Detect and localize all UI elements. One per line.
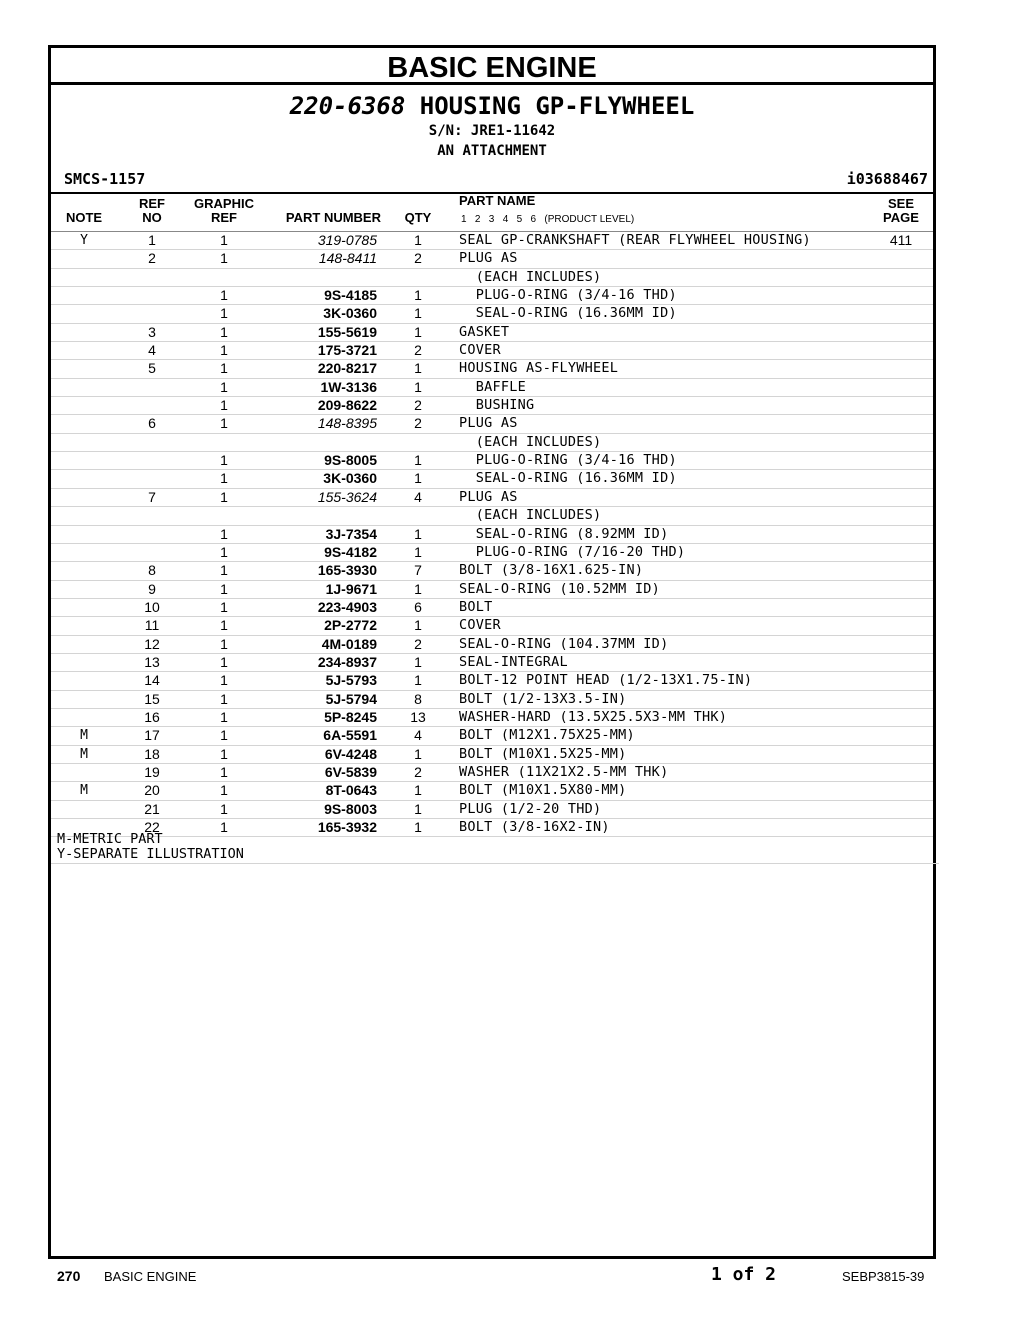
cell-qty: 4 (414, 727, 422, 744)
col-ref-no-bottom: NO (142, 210, 162, 225)
table-row (51, 617, 933, 635)
cell-part-name: GASKET (459, 323, 510, 340)
cell-part-name: PLUG-O-RING (7/16-20 THD) (459, 543, 686, 560)
cell-qty: 2 (414, 397, 422, 414)
illustration-id: i03688467 (846, 170, 928, 188)
cell-note: M (80, 746, 88, 762)
table-row (51, 636, 933, 654)
cell-part-number: 4M-0189 (321, 635, 377, 652)
cell-qty: 1 (414, 452, 422, 469)
cell-qty: 2 (414, 635, 422, 652)
cell-ref-no: 9 (148, 580, 156, 597)
cell-graphic-ref: 1 (220, 360, 228, 377)
cell-qty: 2 (414, 415, 422, 432)
cell-qty: 1 (414, 378, 422, 395)
cell-qty: 1 (414, 323, 422, 340)
cell-ref-no: 3 (148, 323, 156, 340)
table-row (51, 526, 933, 544)
col-see-page-bottom: PAGE (883, 210, 919, 225)
cell-ref-no: 22 (144, 819, 160, 835)
cell-graphic-ref: 1 (220, 397, 228, 414)
cell-part-name: PLUG-O-RING (3/4-16 THD) (459, 287, 677, 304)
cell-qty: 13 (410, 708, 426, 725)
cell-part-number: 3J-7354 (325, 525, 377, 542)
cell-part-name: SEAL-O-RING (16.36MM ID) (459, 305, 677, 322)
cell-part-name: PLUG AS (459, 250, 518, 267)
col-part-name: PART NAME (459, 193, 536, 208)
cell-qty: 2 (414, 342, 422, 359)
cell-ref-no: 14 (144, 672, 160, 689)
note-metric: M-METRIC PART (57, 831, 163, 847)
table-row (51, 379, 933, 397)
cell-ref-no: 7 (148, 488, 156, 505)
cell-part-number: 220-8217 (317, 360, 377, 377)
cell-graphic-ref: 1 (220, 727, 228, 744)
cell-part-name: PLUG (1/2-20 THD) (459, 800, 602, 817)
cell-part-number: 155-3624 (317, 488, 377, 505)
cell-part-name: SEAL-O-RING (104.37MM ID) (459, 635, 669, 652)
cell-part-number: 148-8411 (318, 250, 377, 267)
cell-graphic-ref: 1 (220, 378, 228, 395)
cell-part-number: 175-3721 (317, 342, 377, 359)
cell-note: M (80, 783, 88, 799)
cell-graphic-ref: 1 (220, 635, 228, 652)
cell-qty: 1 (414, 525, 422, 542)
cell-part-number: 319-0785 (317, 232, 377, 248)
cell-part-name: BOLT-12 POINT HEAD (1/2-13X1.75-IN) (459, 672, 753, 689)
cell-part-name: SEAL-O-RING (8.92MM ID) (459, 525, 669, 542)
cell-qty: 1 (414, 672, 422, 689)
cell-ref-no: 8 (148, 562, 156, 579)
cell-ref-no: 15 (144, 690, 160, 707)
table-row (51, 269, 933, 287)
table-row (51, 250, 933, 268)
cell-graphic-ref: 1 (220, 672, 228, 689)
col-see-page-top: SEE (887, 196, 914, 211)
smcs-code: SMCS-1157 (64, 170, 146, 188)
cell-ref-no: 19 (144, 763, 160, 780)
cell-part-name: BOLT (M10X1.5X80-MM) (459, 782, 627, 799)
cell-part-number: 3K-0360 (323, 305, 377, 322)
table-row (51, 801, 933, 819)
cell-graphic-ref: 1 (220, 580, 228, 597)
cell-graphic-ref: 1 (220, 415, 228, 432)
serial-number: S/N: JRE1-11642 (428, 123, 556, 139)
cell-qty: 2 (414, 250, 422, 267)
cell-qty: 1 (414, 782, 422, 799)
cell-part-name: PLUG AS (459, 488, 518, 505)
group-number: 220-6368 (289, 92, 406, 120)
cell-qty: 1 (414, 470, 422, 487)
cell-graphic-ref: 1 (220, 617, 228, 634)
cell-graphic-ref: 1 (220, 525, 228, 542)
cell-qty: 6 (414, 598, 422, 615)
cell-graphic-ref: 1 (220, 763, 228, 780)
cell-graphic-ref: 1 (220, 305, 228, 322)
cell-qty: 1 (414, 580, 422, 597)
cell-graphic-ref: 1 (220, 452, 228, 469)
table-row (51, 727, 933, 745)
col-graphic-ref-bottom: REF (211, 210, 237, 225)
cell-part-name: BOLT (M12X1.75X25-MM) (459, 727, 635, 744)
section-title: BASIC ENGINE (51, 48, 933, 85)
footer-page-of: 1 of 2 (711, 1264, 777, 1285)
cell-graphic-ref: 1 (220, 819, 228, 835)
cell-part-number: 5J-5793 (325, 672, 377, 689)
cell-qty: 8 (414, 690, 422, 707)
cell-part-name: BOLT (1/2-13X3.5-IN) (459, 690, 627, 707)
cell-part-name: PLUG AS (459, 415, 518, 432)
cell-ref-no: 17 (144, 727, 160, 744)
cell-ref-no: 2 (148, 250, 156, 267)
cell-graphic-ref: 1 (220, 690, 228, 707)
cell-part-name: COVER (459, 342, 501, 359)
page-frame (48, 45, 936, 1259)
cell-part-name: BOLT (459, 598, 493, 615)
cell-see-page: 411 (889, 232, 913, 248)
cell-graphic-ref: 1 (220, 488, 228, 505)
cell-qty: 1 (414, 819, 422, 835)
cell-part-number: 5J-5794 (325, 690, 377, 707)
cell-part-name: BOLT (3/8-16X2-IN) (459, 819, 610, 835)
cell-part-number: 209-8622 (317, 397, 377, 414)
cell-ref-no: 20 (144, 782, 160, 799)
table-row (51, 452, 933, 470)
cell-qty: 1 (414, 232, 422, 248)
cell-qty: 4 (414, 488, 422, 505)
cell-qty: 1 (414, 543, 422, 560)
cell-part-number: 6A-5591 (323, 727, 377, 744)
cell-ref-no: 18 (144, 745, 160, 762)
table-row (51, 782, 933, 800)
cell-ref-no: 13 (144, 653, 160, 670)
cell-graphic-ref: 1 (220, 470, 228, 487)
group-title (51, 92, 933, 120)
cell-part-number: 9S-8003 (324, 800, 377, 817)
table-row (51, 360, 933, 378)
cell-part-number: 6V-4248 (324, 745, 377, 762)
cell-graphic-ref: 1 (220, 598, 228, 615)
table-row (51, 599, 933, 617)
table-row (51, 672, 933, 690)
cell-qty: 1 (414, 360, 422, 377)
cell-ref-no: 6 (148, 415, 156, 432)
footer-section: BASIC ENGINE (104, 1269, 197, 1284)
cell-graphic-ref: 1 (220, 287, 228, 304)
cell-part-number: 234-8937 (317, 653, 377, 670)
cell-note: Y (80, 233, 88, 248)
cell-part-name: (EACH INCLUDES) (459, 433, 602, 450)
notes-legend (51, 830, 939, 864)
cell-part-name: COVER (459, 617, 501, 634)
cell-part-number: 1W-3136 (320, 378, 377, 395)
table-row (51, 397, 933, 415)
cell-part-number: 223-4903 (317, 598, 377, 615)
cell-part-number: 8T-0643 (325, 782, 377, 799)
table-row (51, 562, 933, 580)
cell-part-number: 9S-4185 (324, 287, 377, 304)
cell-qty: 1 (414, 653, 422, 670)
table-row (51, 287, 933, 305)
cell-qty: 1 (414, 305, 422, 322)
cell-part-name: HOUSING AS-FLYWHEEL (459, 360, 619, 377)
table-row (51, 544, 933, 562)
cell-part-name: WASHER (11X21X2.5-MM THK) (459, 763, 669, 780)
footer-document-number: SEBP3815-39 (842, 1269, 925, 1284)
cell-graphic-ref: 1 (220, 800, 228, 817)
cell-graphic-ref: 1 (220, 323, 228, 340)
cell-note: M (80, 728, 88, 744)
cell-part-name: BOLT (M10X1.5X25-MM) (459, 745, 627, 762)
cell-ref-no: 1 (148, 232, 156, 248)
cell-ref-no: 16 (144, 708, 160, 725)
note-separate-illustration: Y-SEPARATE ILLUSTRATION (57, 846, 244, 862)
cell-part-name: SEAL-INTEGRAL (459, 653, 568, 670)
cell-part-name: BOLT (3/8-16X1.625-IN) (459, 562, 644, 579)
cell-ref-no: 21 (144, 800, 160, 817)
cell-part-name: BAFFLE (459, 378, 527, 395)
table-row (51, 746, 933, 764)
cell-ref-no: 4 (148, 342, 156, 359)
table-row (51, 489, 933, 507)
cell-part-number: 9S-4182 (324, 543, 377, 560)
cell-part-name: PLUG-O-RING (3/4-16 THD) (459, 452, 677, 469)
footer-page-number: 270 (57, 1268, 81, 1284)
cell-part-name: (EACH INCLUDES) (459, 268, 602, 285)
col-qty: QTY (404, 210, 432, 225)
cell-graphic-ref: 1 (220, 708, 228, 725)
table-row (51, 434, 933, 452)
group-name: HOUSING GP-FLYWHEEL (419, 92, 695, 120)
parts-table-body (51, 231, 933, 837)
attachment-type: AN ATTACHMENT (437, 143, 547, 159)
cell-qty: 1 (414, 800, 422, 817)
cell-qty: 2 (414, 763, 422, 780)
cell-ref-no: 5 (148, 360, 156, 377)
cell-part-number: 165-3932 (317, 819, 377, 835)
cell-part-name: SEAL GP-CRANKSHAFT (REAR FLYWHEEL HOUSING) (459, 232, 811, 248)
cell-part-number: 5P-8245 (324, 708, 377, 725)
cell-graphic-ref: 1 (220, 653, 228, 670)
table-row (51, 415, 933, 433)
col-part-number: PART NUMBER (285, 210, 381, 225)
cell-qty: 1 (414, 745, 422, 762)
cell-part-name: SEAL-O-RING (16.36MM ID) (459, 470, 677, 487)
cell-ref-no: 11 (144, 617, 160, 634)
cell-part-number: 2P-2772 (324, 617, 377, 634)
col-product-level: 1 2 3 4 5 6 (PRODUCT LEVEL) (461, 214, 635, 225)
table-row (51, 581, 933, 599)
table-row (51, 470, 933, 488)
table-row (51, 324, 933, 342)
cell-part-number: 155-5619 (317, 323, 377, 340)
cell-part-number: 1J-9671 (325, 580, 377, 597)
cell-graphic-ref: 1 (220, 342, 228, 359)
cell-graphic-ref: 1 (220, 250, 228, 267)
cell-part-name: (EACH INCLUDES) (459, 507, 602, 524)
cell-part-number: 165-3930 (317, 562, 377, 579)
cell-part-number: 148-8395 (317, 415, 377, 432)
cell-qty: 1 (414, 287, 422, 304)
cell-part-name: BUSHING (459, 397, 535, 414)
cell-qty: 7 (414, 562, 422, 579)
cell-ref-no: 10 (144, 598, 160, 615)
cell-part-number: 6V-5839 (324, 763, 377, 780)
cell-part-name: SEAL-O-RING (10.52MM ID) (459, 580, 661, 597)
cell-graphic-ref: 1 (220, 543, 228, 560)
cell-part-number: 9S-8005 (324, 452, 377, 469)
cell-ref-no: 12 (144, 635, 160, 652)
cell-graphic-ref: 1 (220, 562, 228, 579)
table-row (51, 764, 933, 782)
col-ref-no-top: REF (139, 196, 165, 211)
cell-qty: 1 (414, 617, 422, 634)
table-row (51, 709, 933, 727)
cell-graphic-ref: 1 (220, 745, 228, 762)
table-row (51, 691, 933, 709)
table-row (51, 654, 933, 672)
cell-part-name: WASHER-HARD (13.5X25.5X3-MM THK) (459, 708, 728, 725)
col-graphic-ref-top: GRAPHIC (194, 196, 254, 211)
table-row (51, 232, 933, 250)
table-row (51, 507, 933, 525)
cell-graphic-ref: 1 (220, 782, 228, 799)
cell-part-number: 3K-0360 (323, 470, 377, 487)
cell-graphic-ref: 1 (220, 232, 228, 248)
table-row (51, 305, 933, 323)
col-note: NOTE (65, 210, 103, 225)
table-row (51, 342, 933, 360)
